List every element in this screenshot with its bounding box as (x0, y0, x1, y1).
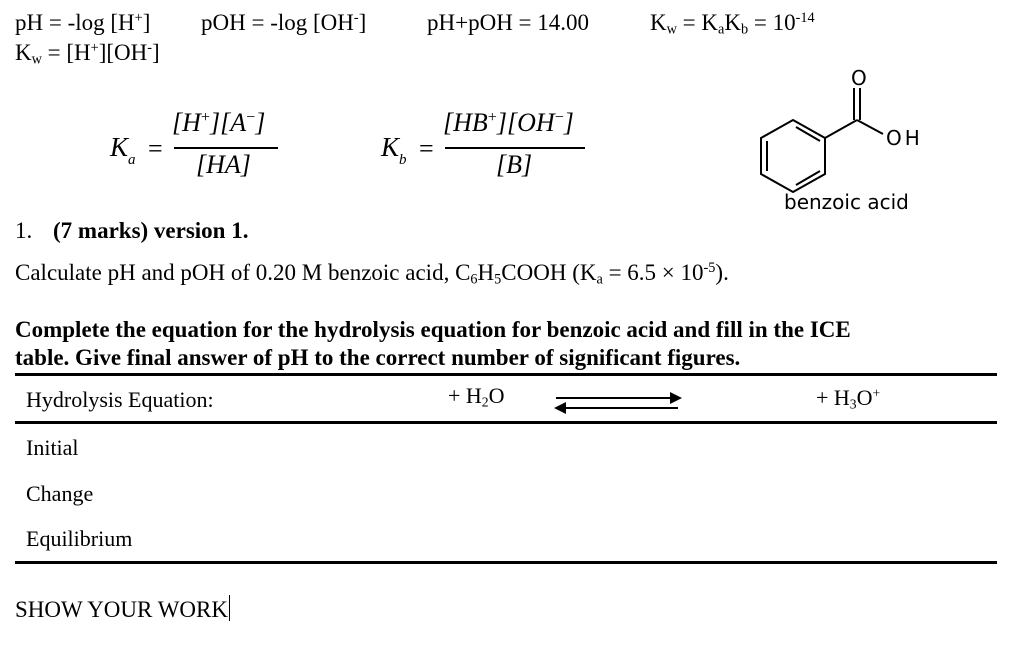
ph-definition: pH = -log [H+] (15, 10, 151, 35)
show-work-text[interactable]: SHOW YOUR WORK (15, 597, 228, 622)
table-top-rule (15, 373, 997, 376)
benzene-ring (761, 120, 825, 192)
equilibrium-arrows-icon (550, 388, 690, 416)
instruction-line-2: table. Give final answer of pH to the correct number of significant figures. (15, 345, 741, 370)
kb-denominator: [B] (496, 150, 533, 179)
ka-fraction-bar (174, 147, 278, 149)
ka-numerator: [H+][A−] (172, 108, 266, 137)
table-header-rule (15, 421, 997, 424)
water-reactant: + $H_2O$ (448, 383, 505, 410)
instruction-line-1: Complete the equation for the hydrolysis equation for benzoic acid and fill in the ICE (15, 317, 851, 342)
text-cursor (229, 595, 230, 621)
question-number: 1. (15, 218, 33, 243)
row-equilibrium: Equilibrium (26, 526, 133, 551)
question-prompt: Calculate pH and pOH of 0.20 M benzoic acid, $C_6H_5COOH$ $(K_a = 6.5 \times 10^{-5})$. (15, 260, 729, 288)
kw-definition: $K_w = [H^+][OH^-]$ (15, 40, 160, 68)
question-title: (7 marks) version 1. (53, 218, 249, 243)
table-bottom-rule (15, 561, 997, 564)
row-initial: Initial (26, 435, 79, 460)
kb-symbol: $K_b$ (381, 132, 407, 168)
carbonyl-oxygen-label: O (851, 66, 867, 90)
hydronium-product: + $H_3O^+$ (816, 385, 881, 412)
ka-denominator: [HA] (196, 150, 251, 179)
ka-equals: = (148, 134, 163, 163)
kb-equals: = (419, 134, 434, 163)
hydrolysis-equation-label: Hydrolysis Equation: (26, 387, 214, 412)
kb-numerator: [HB+][OH−] (443, 108, 574, 137)
hydroxyl-label: OH (886, 126, 923, 150)
kw-relation: $K_w = K_aK_b = 10^{-14}$ (650, 10, 815, 38)
structure-name: benzoic acid (784, 190, 909, 214)
row-change: Change (26, 481, 94, 506)
poh-definition: pOH = -log [OH-] (201, 10, 367, 35)
ph-poh-sum: pH+pOH = 14.00 (427, 10, 590, 35)
ka-symbol: $K_a$ (110, 132, 136, 168)
carboxyl-bonds (825, 88, 883, 138)
kb-fraction-bar (445, 147, 585, 149)
